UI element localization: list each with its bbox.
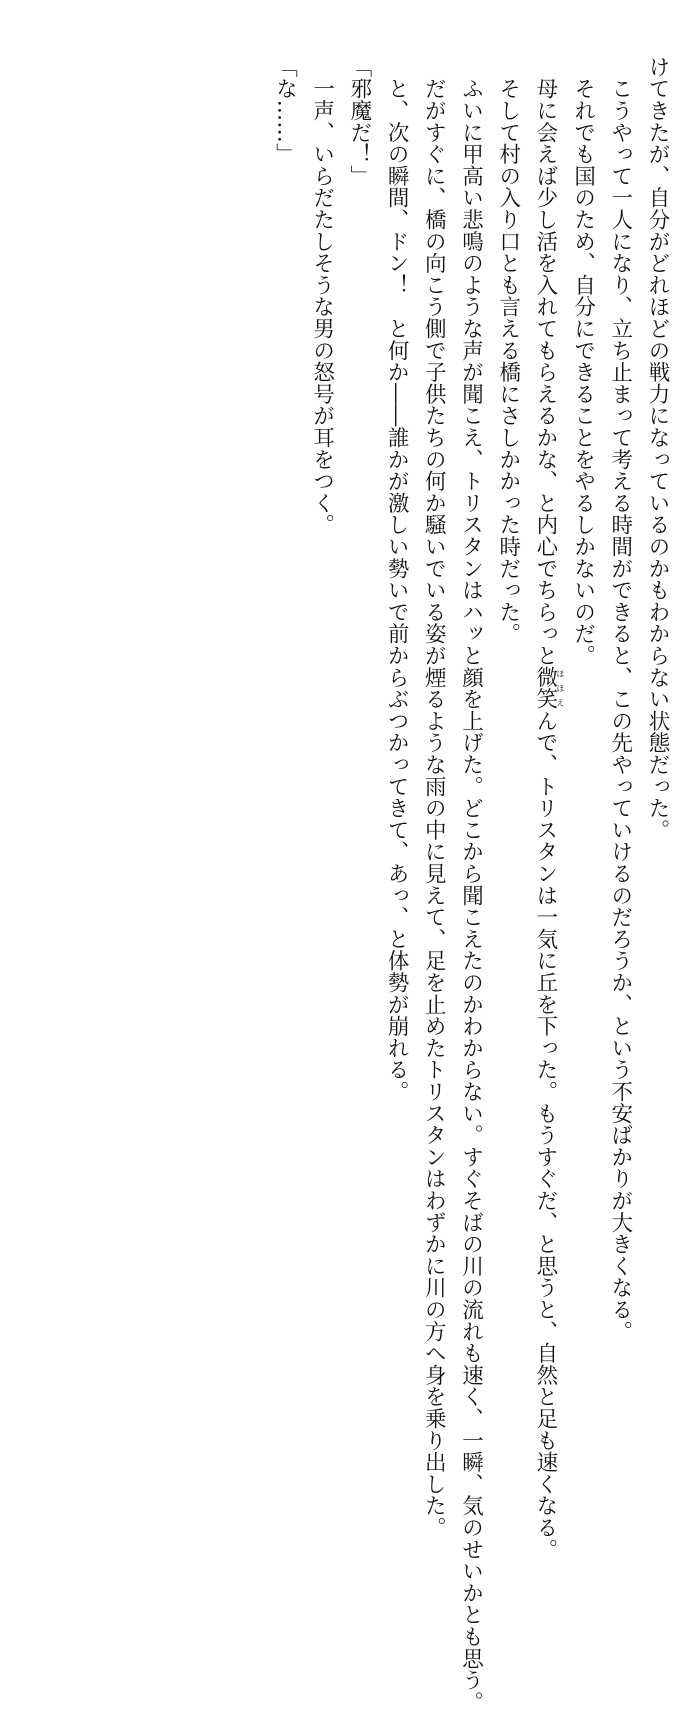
paragraph-4-text-a: 母に会えば少し活を入れてもらえるかな、と内心でちらっと: [532, 56, 558, 667]
ruby-reading: ほほえ: [555, 666, 565, 710]
paragraph-3: それでも国のため、自分にできることをやるしかないのだ。: [570, 56, 596, 667]
paragraph-9: 一声、いらだたしそうな男の怒号が耳をつく。: [309, 56, 335, 536]
paragraph-6: ふいに甲高い悲鳴のような声が聞こえ、トリスタンはハッと顔を上げた。どこから聞こえたのかわからない。すぐそばの川の流れも速く、一瞬、気のせいかとも思う。: [458, 56, 484, 1713]
ruby-base: 微笑: [532, 666, 558, 711]
vertical-text-body: [266, 56, 676, 1713]
paragraph-7: だがすぐに、橋の向こう側で子供たちの何か騒いでいる姿が煙るような雨の中に見えて、足を止めたトリスタンはわずかに川の方へ身を乗り出した。: [421, 56, 447, 1539]
ruby-hohoe: [532, 666, 565, 711]
dialogue-1: 「邪魔だ！」: [346, 56, 372, 187]
dialogue-2: 「な……」: [272, 56, 298, 165]
paragraph-1: けてきたが、自分がどれほどの戦力になっているのかもわからない状態だった。: [645, 56, 670, 841]
paragraph-5: そして村の入り口とも言える橋にさしかかった時だった。: [495, 56, 521, 645]
paragraph-2: こうやって一人になり、立ち止まって考える時間ができると、この先やっていけるのだろうか、という不安ばかりが大きくなる。: [607, 56, 633, 1343]
paragraph-4-text-b: んで、トリスタンは一気に丘を下った。もうすぐだ、と思うと、自然と足も速くなる。: [532, 710, 558, 1561]
paragraph-4: [527, 56, 565, 1561]
paragraph-8: と、次の瞬間、ドン！ と何か――誰かが激しい勢いで前からぶつかってきて、あっ、と体勢が崩れる。: [384, 56, 410, 1103]
